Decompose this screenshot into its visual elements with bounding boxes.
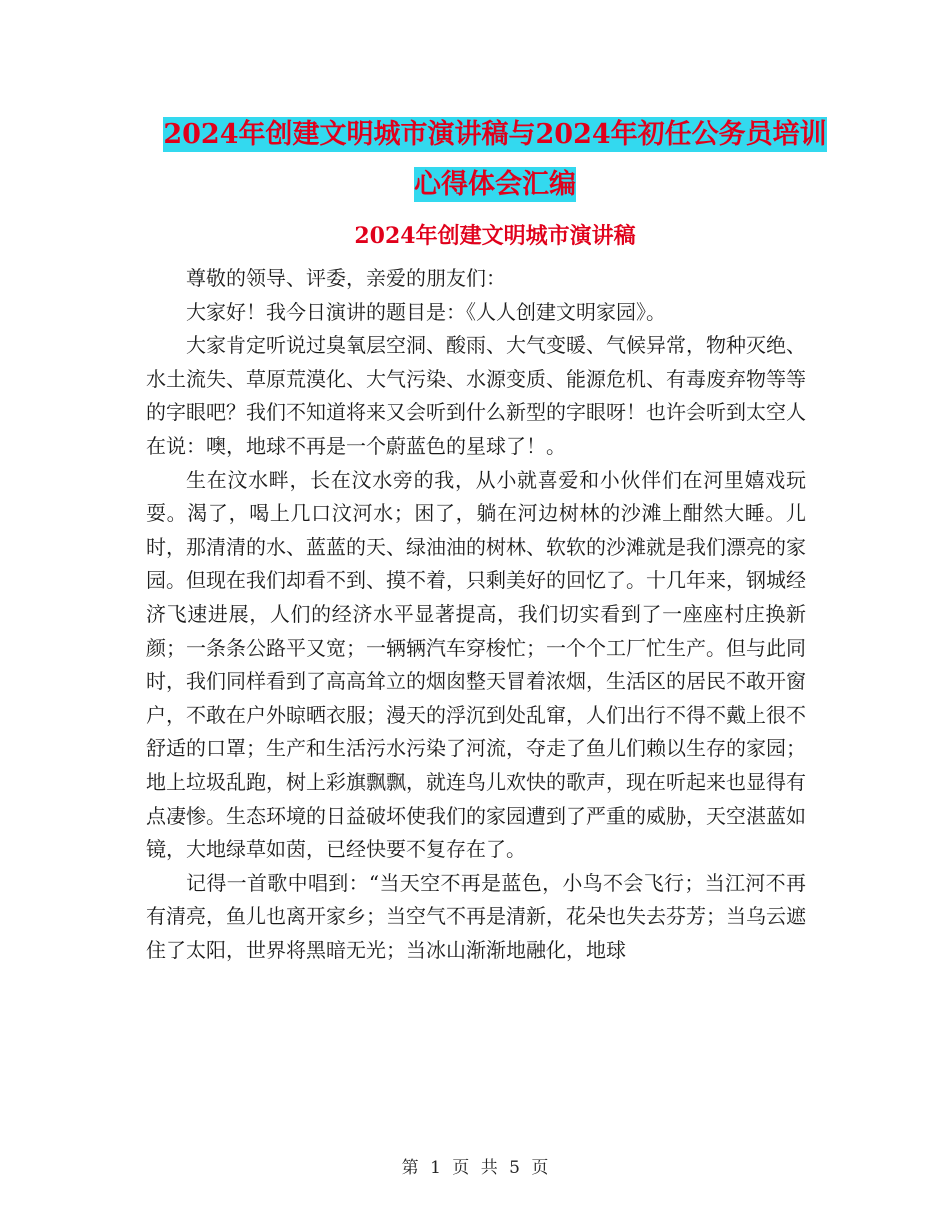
paragraph-hometown-memory: 生在汶水畔，长在汶水旁的我，从小就喜爱和小伙伴们在河里嬉戏玩耍。渴了，喝上几口汶河水；困了，躺在河边树林的沙滩上酣然大睡。儿时，那清清的水、蓝蓝的天、绿油油的树林、软软的沙滩就是我们漂亮的家园。但现在我们却看不到、摸不着，只剩美好的回忆了。十几年来，钢城经济飞速进展，人们的经济水平显著提高，我们切实看到了一座座村庄换新颜；一条条公路平又宽；一辆辆汽车穿梭忙；一个个工厂忙生产。但与此同时，我们同样看到了高高耸立的烟囱整天冒着浓烟，生活区的居民不敢开窗户，不敢在户外晾晒衣服；漫天的浮沉到处乱窜，人们出行不得不戴上很不舒适的口罩；生产和生活污水污染了河流，夺走了鱼儿们赖以生存的家园；地上垃圾乱跑，树上彩旗飘飘，就连鸟儿欢快的歌声，现在听起来也显得有点凄惨。生态环境的日益破坏使我们的家园遭到了严重的威胁，天空湛蓝如镜，大地绿草如茵，已经快要不复存在了。	[146, 467, 806, 862]
section-heading: 2024年创建文明城市演讲稿	[354, 223, 636, 249]
paragraph-salutation: 尊敬的领导、评委，亲爱的朋友们：	[186, 266, 506, 290]
document-title-line-2: 心得体会汇编	[414, 169, 576, 200]
page-number-footer: 第 1 页 共 5 页	[401, 1158, 549, 1178]
document-title	[145, 110, 845, 210]
paragraph-song-quote: 记得一首歌中唱到：“当天空不再是蓝色，小鸟不会飞行；当江河不再有清亮，鱼儿也离开家乡；当空气不再是清新，花朵也失去芬芳；当乌云遮住了太阳，世界将黑暗无光；当冰山渐渐地融化，地球	[146, 870, 806, 962]
speech-body	[146, 262, 806, 967]
paragraph-greeting: 大家好！我今日演讲的题目是：《人人创建文明家园》。	[186, 299, 666, 324]
paragraph-environment-problems: 大家肯定听说过臭氧层空洞、酸雨、大气变暖、气候异常，物种灭绝、水土流失、草原荒漠化、大气污染、水源变质、能源危机、有毒废弃物等等的字眼吧？我们不知道将来又会听到什么新型的字眼呀！也许会听到太空人在说：噢，地球不再是一个蔚蓝色的星球了！。	[146, 333, 806, 458]
document-title-line-1: 2024年创建文明城市演讲稿与2024年初任公务员培训	[163, 119, 827, 150]
